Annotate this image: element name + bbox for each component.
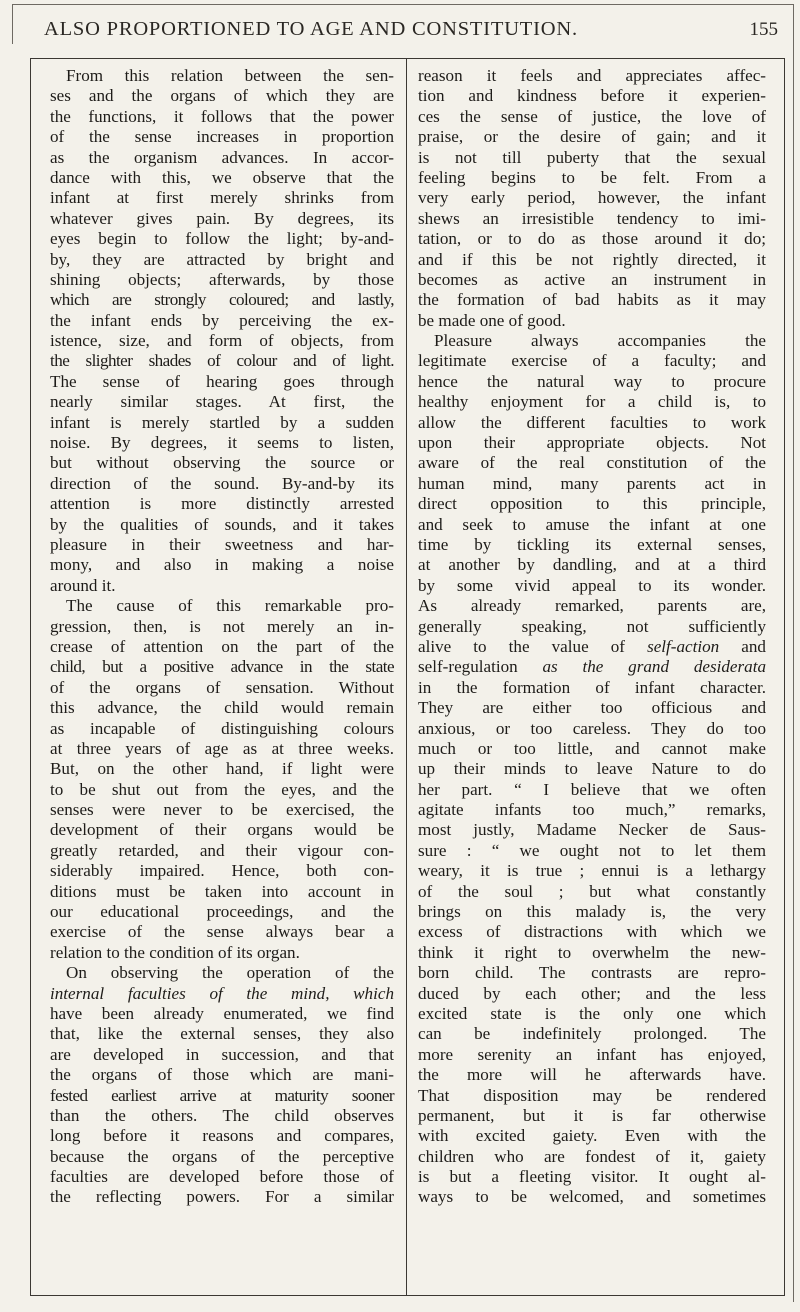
text-line: exercise of the sense always bear a (50, 922, 394, 942)
text-line: and seek to amuse the infant at one (418, 514, 766, 534)
text-line: but without observing the source or (50, 453, 394, 473)
text-line: the organs of those which are mani- (50, 1065, 394, 1085)
text-line: the more will he afterwards have. (418, 1065, 766, 1085)
text-line: this advance, the child would remain (50, 698, 394, 718)
text-line: anxious, or too careless. They do too (418, 718, 766, 738)
text-line: child, but a positive advance in the state (50, 657, 394, 677)
text-line: very early period, however, the infant (418, 188, 766, 208)
text-line: of the sense increases in proportion (50, 127, 394, 147)
text-line: aware of the real constitution of the (418, 453, 766, 473)
text-line: noise. By degrees, it seems to listen, (50, 433, 394, 453)
text-line: brings on this malady is, the very (418, 902, 766, 922)
text-line: shining objects; afterwards, by those (50, 269, 394, 289)
text-line: upon their appropriate objects. Not (418, 433, 766, 453)
text-line: which are strongly coloured; and lastly, (50, 290, 394, 310)
text-line: tation, or to do as those around it do; (418, 229, 766, 249)
text-line: is but a fleeting visitor. It ought al- (418, 1167, 766, 1187)
text-line: permanent, but it is far otherwise (418, 1105, 766, 1125)
text-line: her part. “ I believe that we often (418, 779, 766, 799)
text-line: to be shut out from the eyes, and the (50, 779, 394, 799)
text-line: On observing the operation of the (66, 963, 394, 983)
text-line: As already remarked, parents are, (418, 596, 766, 616)
text-line: at three years of age as at three weeks. (50, 738, 394, 758)
text-line: praise, or the desire of gain; and it (418, 127, 766, 147)
text-line: ways to be welcomed, and sometimes (418, 1187, 766, 1207)
column-divider (406, 58, 407, 1296)
text-line: dance with this, we observe that the (50, 167, 394, 187)
text-line: weary, it is true ; ennui is a lethargy (418, 861, 766, 881)
text-line: by some vivid appeal to its wonder. (418, 575, 766, 595)
text-line: shews an irresistible tendency to imi- (418, 208, 766, 228)
text-line: because the organs of the perceptive (50, 1146, 394, 1166)
page-number: 155 (749, 19, 778, 40)
text-line: and if this be not rightly directed, it (418, 249, 766, 269)
text-line: the reflecting powers. For a similar (50, 1187, 394, 1207)
text-line: can be indefinitely prolonged. The (418, 1024, 766, 1044)
text-line: healthy enjoyment for a child is, to (418, 392, 766, 412)
text-line: nearly similar stages. At first, the (50, 392, 394, 412)
running-head (44, 18, 778, 44)
text-line: generally speaking, not sufficiently (418, 616, 766, 636)
text-line: excess of distractions with which we (418, 922, 766, 942)
text-line: mony, and also in making a noise (50, 555, 394, 575)
text-line: are developed in succession, and that (50, 1044, 394, 1064)
text-line: that, like the external senses, they also (50, 1024, 394, 1044)
text-line: tion and kindness before it experien- (418, 86, 766, 106)
text-line: hence the natural way to procure (418, 371, 766, 391)
text-line: think it right to overwhelm the new- (418, 942, 766, 962)
text-line: gression, then, is not merely an in- (50, 616, 394, 636)
text-line: in the formation of infant character. (418, 677, 766, 697)
text-line: They are either too officious and (418, 698, 766, 718)
text-line: The sense of hearing goes through (50, 371, 394, 391)
text-line: ses and the organs of which they are (50, 86, 394, 106)
text-line: sure : “ we ought not to let them (418, 840, 766, 860)
text-line: long before it reasons and compares, (50, 1126, 394, 1146)
text-line: reason it feels and appreciates affec- (418, 66, 766, 85)
text-line: direction of the sound. By-and-by its (50, 473, 394, 493)
text-line: Pleasure always accompanies the (434, 331, 766, 351)
text-line: istence, size, and form of objects, from (50, 331, 394, 351)
text-line: eyes begin to follow the light; by-and- (50, 229, 394, 249)
text-line: development of their organs would be (50, 820, 394, 840)
text-line: with excited gaiety. Even with the (418, 1126, 766, 1146)
text-line: siderably impaired. Hence, both con- (50, 861, 394, 881)
text-line: most justly, Madame Necker de Saus- (418, 820, 766, 840)
text-line: direct opposition to this principle, (418, 494, 766, 514)
page-edge-right (793, 4, 794, 1302)
text-line: self-regulation as the grand desiderata (418, 657, 766, 677)
text-line: infant at first merely shrinks from (50, 188, 394, 208)
text-line: by the qualities of sounds, and it takes (50, 514, 394, 534)
text-line: be made one of good. (418, 310, 566, 330)
text-line: born child. The contrasts are repro- (418, 963, 766, 983)
text-line: the slighter shades of colour and of light. (50, 351, 394, 371)
text-line: whatever gives pain. By degrees, its (50, 208, 394, 228)
text-line: internal faculties of the mind, which (50, 983, 394, 1003)
text-line: But, on the other hand, if light were (50, 759, 394, 779)
text-line: feeling begins to be felt. From a (418, 167, 766, 187)
right-column (418, 66, 766, 1208)
text-line: attention is more distinctly arrested (50, 494, 394, 514)
text-line: at another by dandling, and at a third (418, 555, 766, 575)
text-line: allow the different faculties to work (418, 412, 766, 432)
text-line: becomes as active an instrument in (418, 269, 766, 289)
text-line: agitate infants too much,” remarks, (418, 800, 766, 820)
text-line: legitimate exercise of a faculty; and (418, 351, 766, 371)
text-line: of the soul ; but what constantly (418, 881, 766, 901)
text-line: From this relation between the sen- (66, 66, 394, 85)
text-line: up their minds to leave Nature to do (418, 759, 766, 779)
text-line: That disposition may be rendered (418, 1085, 766, 1105)
text-line: crease of attention on the part of the (50, 636, 394, 656)
page-edge-left (12, 4, 13, 44)
text-line: is not till puberty that the sexual (418, 147, 766, 167)
text-line: fested earliest arrive at maturity sooner (50, 1085, 394, 1105)
text-line: pleasure in their sweetness and har- (50, 534, 394, 554)
text-line: our educational proceedings, and the (50, 902, 394, 922)
text-line: time by tickling its external senses, (418, 534, 766, 554)
text-line: much or too little, and cannot make (418, 738, 766, 758)
text-line: around it. (50, 575, 116, 595)
text-line: children who are fondest of it, gaiety (418, 1146, 766, 1166)
text-line: infant is merely startled by a sudden (50, 412, 394, 432)
text-line: human mind, many parents act in (418, 473, 766, 493)
text-line: senses were never to be exercised, the (50, 800, 394, 820)
text-line: faculties are developed before those of (50, 1167, 394, 1187)
text-line: alive to the value of self-action and (418, 636, 766, 656)
left-column (50, 66, 394, 1208)
text-line: the formation of bad habits as it may (418, 290, 766, 310)
text-line: than the others. The child observes (50, 1105, 394, 1125)
text-line: duced by each other; and the less (418, 983, 766, 1003)
text-line: The cause of this remarkable pro- (66, 596, 394, 616)
text-line: the infant ends by perceiving the ex- (50, 310, 394, 330)
text-line: have been already enumerated, we find (50, 1003, 394, 1023)
text-line: the functions, it follows that the power (50, 106, 394, 126)
text-line: as incapable of distinguishing colours (50, 718, 394, 738)
text-line: ditions must be taken into account in (50, 881, 394, 901)
page-edge-top (12, 4, 794, 5)
text-line: by, they are attracted by bright and (50, 249, 394, 269)
text-line: more serenity an infant has enjoyed, (418, 1044, 766, 1064)
running-head-title: ALSO PROPORTIONED TO AGE AND CONSTITUTION. (44, 18, 578, 40)
text-line: greatly retarded, and their vigour con- (50, 840, 394, 860)
text-line: excited state is the only one which (418, 1003, 766, 1023)
text-line: ces the sense of justice, the love of (418, 106, 766, 126)
text-line: of the organs of sensation. Without (50, 677, 394, 697)
text-line: as the organism advances. In accor- (50, 147, 394, 167)
text-line: relation to the condition of its organ. (50, 942, 300, 962)
